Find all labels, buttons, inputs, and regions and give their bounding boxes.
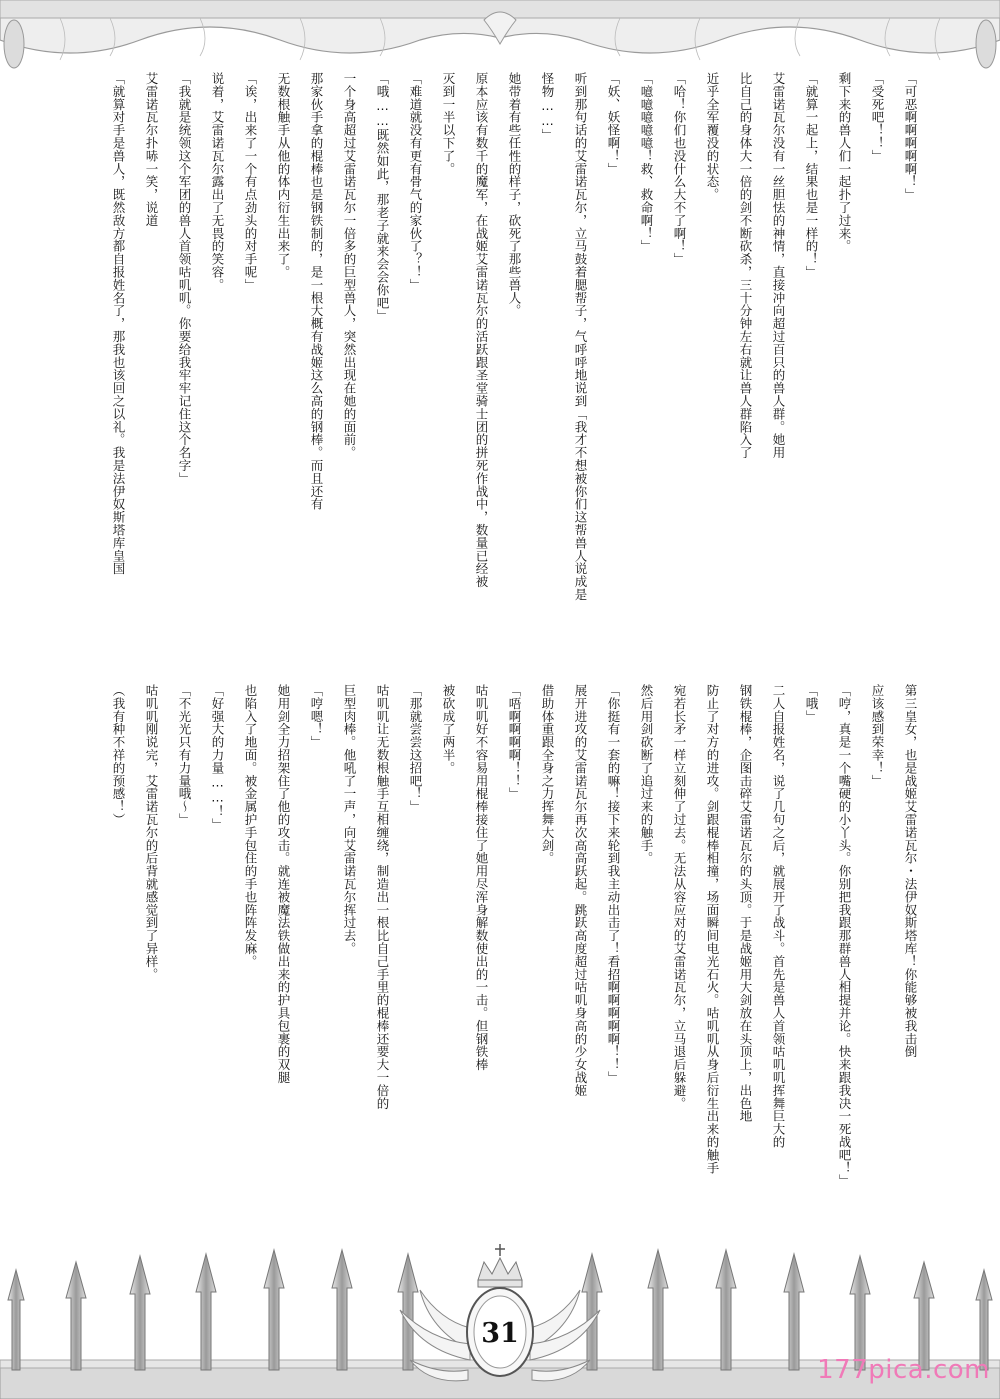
text-column: 二人自报姓名，说了几句之后，就展开了战斗。首先是兽人首领咕叽叽挥舞巨大的 <box>771 684 786 1149</box>
text-column: 咕叽叽刚说完，艾雷诺瓦尔的后背就感觉到了异样。 <box>144 684 159 981</box>
text-column: 「哈！你们也没什么大不了啊！」 <box>672 72 687 266</box>
text-column: 宛若长矛一样立刻伸了过去。无法从容应对的艾雷诺瓦尔，立马退后躲避。 <box>672 684 687 1110</box>
text-column: 「噫噫噫噫噫！救、救命啊！」 <box>639 72 654 253</box>
text-column: 「哼，真是一个嘴硬的小丫头。你别把我跟那群兽人相提并论。快来跟我决一死战吧！」 <box>837 684 852 1188</box>
text-column: 「不光光只有力量哦～」 <box>177 684 192 826</box>
text-column: 也陷入了地面。被金属护手包住的手也阵阵发麻。 <box>243 684 258 968</box>
text-column: 咕叽叽好不容易用棍棒接住了她用尽浑身解数使出的一击。但钢铁棒 <box>474 684 489 1071</box>
text-column: （我有种不祥的预感！） <box>111 684 126 826</box>
text-column: 借助体重跟全身之力挥舞大剑。 <box>540 684 555 865</box>
text-column: 说着，艾雷诺瓦尔露出了无畏的笑容。 <box>210 72 225 292</box>
text-column: 艾雷诺瓦尔没有一丝胆怯的神情，直接冲向超过百只的兽人群。她用 <box>771 72 786 459</box>
text-column: 被砍成了两半。 <box>441 684 456 775</box>
text-column: 剩下来的兽人们一起扑了过来。 <box>837 72 852 253</box>
text-column: 巨型肉棒。他吼了一声，向艾雷诺瓦尔挥过去。 <box>342 684 357 955</box>
text-column: 灭到一半以下了。 <box>441 72 456 176</box>
text-column: 「就算一起上，结果也是一样的！」 <box>804 72 819 279</box>
text-column: 防止了对方的进攻。剑跟棍棒相撞，场面瞬间电光石火。咕叽叽从身后衍生出来的触手 <box>705 684 720 1175</box>
text-column: 「好强大的力量……！」 <box>210 684 225 831</box>
text-column: 那家伙手拿的棍棒也是钢铁制的，是一根大概有战姬这么高的钢棒。而且还有 <box>309 72 324 511</box>
text-column: 然后用剑砍断了追过来的触手。 <box>639 684 654 865</box>
text-column: 近乎全军覆没的状态。 <box>705 72 720 201</box>
text-column: 她用剑全力招架住了他的攻击。就连被魔法铁做出来的护具包裹的双腿 <box>276 684 291 1084</box>
text-column: 咕叽叽让无数根触手互相缠绕，制造出一根比自己手里的棍棒还要大一倍的 <box>375 684 390 1110</box>
text-column: 应该感到荣幸！」 <box>870 684 885 788</box>
text-column: 「我就是统领这个军团的兽人首领咕叽叽。你要给我牢牢记住这个名字」 <box>177 72 192 485</box>
text-column: 钢铁棍棒，企图击碎艾雷诺瓦尔的头顶。于是战姬用大剑放在头顶上，出色地 <box>738 684 753 1123</box>
text-column: 「哦……既然如此，那老子就来会会你吧」 <box>375 72 390 323</box>
text-column: 「就算对手是兽人，既然敌方都自报姓名了，那我也该回之以礼。我是法伊奴斯塔库皇国 <box>111 72 126 576</box>
text-column: 艾雷诺瓦尔扑哧一笑，说道 <box>144 72 159 227</box>
text-column: 「你挺有一套的嘛！接下来轮到我主动出击了！看招啊啊啊啊啊！！」 <box>606 684 621 1084</box>
text-column: 「哦」 <box>804 684 819 723</box>
text-column: 一个身高超过艾雷诺瓦尔一倍多的巨型兽人，突然出现在她的面前。 <box>342 72 357 459</box>
text-column: 「难道就没有更有骨气的家伙了？！」 <box>408 72 423 292</box>
text-column: 她带着有些任性的样子，砍死了那些兽人。 <box>507 72 522 318</box>
text-column: 怪物……」 <box>540 72 555 142</box>
text-column: 「唔啊啊啊啊！！」 <box>507 684 522 801</box>
watermark: 177pica.com <box>817 1355 990 1385</box>
text-column: 听到那句话的艾雷诺瓦尔，立马鼓着腮帮子，气呼呼地说到「我才不想被你们这帮兽人说成是 <box>573 72 588 601</box>
text-column: 无数根触手从他的体内衍生出来了。 <box>276 72 291 279</box>
text-column: 原本应该有数千的魔军，在战姬艾雷诺瓦尔的活跃跟圣堂骑士团的拼死作战中，数量已经被 <box>474 72 489 588</box>
curtain-decoration <box>0 0 1000 70</box>
page-number: 31 <box>481 1318 519 1349</box>
text-column: 「哼嗯！」 <box>309 684 324 749</box>
text-column: 展开进攻的艾雷诺瓦尔再次高高跃起。跳跃高度超过咕叽身高的少女战姬 <box>573 684 588 1097</box>
text-column: 「妖、妖怪啊！」 <box>606 72 621 176</box>
text-column: 「那就尝尝这招吧！」 <box>408 684 423 813</box>
text-column: 「可恶啊啊啊啊啊！」 <box>903 72 918 201</box>
text-column: 「受死吧！！」 <box>870 72 885 163</box>
text-column: 「诶，出来了一个有点劲头的对手呢」 <box>243 72 258 292</box>
text-column: 第三皇女，也是战姬艾雷诺瓦尔・法伊奴斯塔库！你能够被我击倒 <box>903 684 918 1059</box>
text-column: 比自己的身体大一倍的剑不断砍杀，三十分钟左右就让兽人群陷入了 <box>738 72 753 459</box>
